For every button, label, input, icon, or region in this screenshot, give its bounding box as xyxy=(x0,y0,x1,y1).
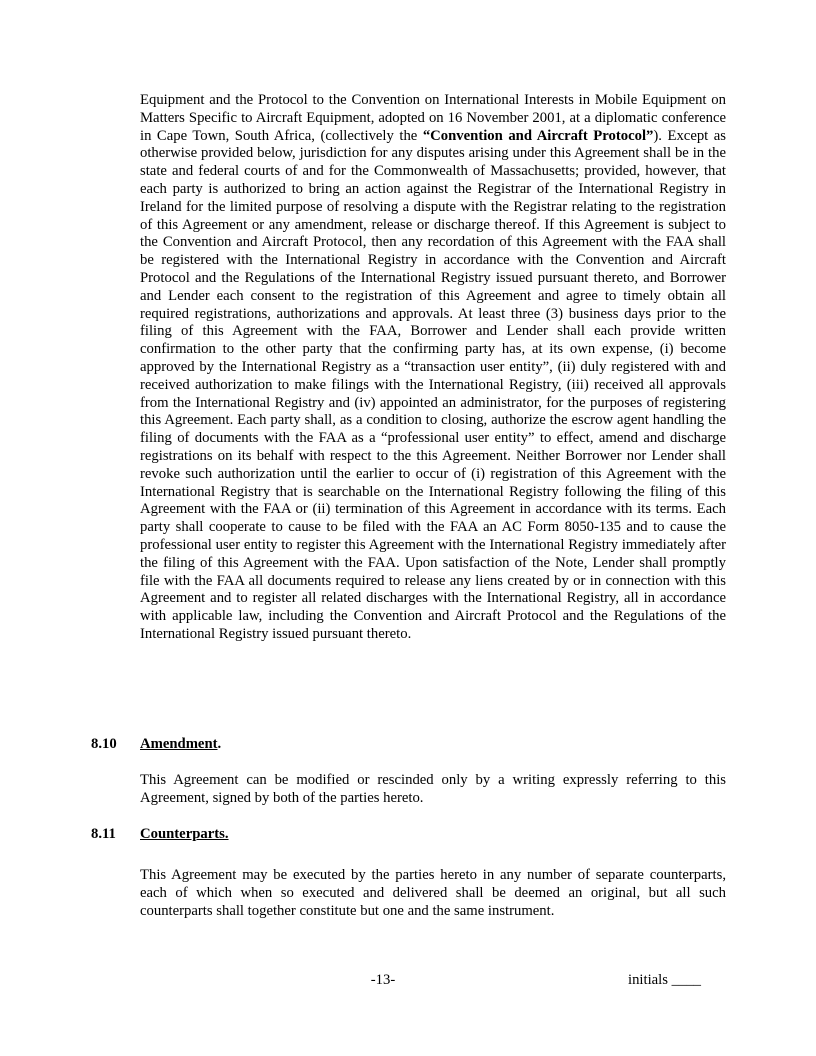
section-title: Counterparts. xyxy=(140,826,229,842)
section-title-suffix: . xyxy=(217,736,222,752)
paragraph-text-part1: Equipment and the Protocol to the Convention on International Interests in Mobile Equipment on Matters Specific to Aircraft Equipment, adopted on 16 November 2001, at a diplomatic conference in Cape Town, South Africa, (collectively the xyxy=(140,92,726,144)
section-body-8-10: This Agreement can be modified or rescinded only by a writing expressly referring to this Agreement, signed by both of the parties hereto. xyxy=(140,772,726,806)
defined-term: “Convention and Aircraft Protocol” xyxy=(422,127,654,144)
section-title: Amendment xyxy=(140,736,218,752)
paragraph-text-part2: ). Except as otherwise provided below, jurisdiction for any disputes arising under this Agreement shall be in the state and federal courts of and for the Commonwealth of Massachusetts; provided, however, that each party is authorized to bring an action against the Registrar of the International Registry in Ireland for the limited purpose of resolving a dispute with the Registrar relating to the registration of this Agreement or any amendment, release or discharge thereof. If this Agreement is subject to the Convention and Aircraft Protocol, then any recordation of this Agreement with the FAA shall be registered with the International Registry in accordance with the Convention and Aircraft Protocol and the Regulations of the International Registry issued pursuant thereto, and Borrower and Lender each consent to the registration of this Agreement and agree to timely obtain all required registrations, authorizations and approvals. At least three (3) business days prior to the filing of this Agreement with the FAA, Borrower and Lender shall each provide written confirmation to the other party that the confirming party has, at its own expense, (i) become approved by the International Registry as a “transaction user entity”, (ii) duly registered with and received authorization to make filings with the International Registry, (iii) received all approvals from the International Registry and (iv) appointed an administrator, for the purposes of registering this Agreement. Each party shall, as a condition to closing, authorize the escrow agent handling the filing of documents with the FAA as a “professional user entity” to effect, amend and discharge registrations on its behalf with respect to the this Agreement. Neither Borrower nor Lender shall revoke such authorization until the earlier to occur of (i) registration of this Agreement with the International Registry that is searchable on the International Registry following the filing of this Agreement with the FAA or (ii) termination of this Agreement in accordance with its terms. Each party shall cooperate to cause to be filed with the FAA an AC Form 8050-135 and to cause the professional user entity to register this Agreement with the International Registry immediately after the filing of this Agreement with the FAA. Upon satisfaction of the Note, Lender shall promptly file with the FAA all documents required to release any liens created by or in connection with this Agreement and to register all related discharges with the International Registry, all in accordance with applicable law, including the Convention and Aircraft Protocol and the Regulations of the International Registry issued pursuant thereto. xyxy=(140,127,727,642)
section-body-8-11: This Agreement may be executed by the parties hereto in any number of separate counterparts, each of which when so executed and delivered shall be deemed an original, but all such counterparts shall together constitute but one and the same instrument. xyxy=(140,867,726,919)
section-heading-8-10 xyxy=(91,736,221,754)
section-number: 8.10 xyxy=(91,736,117,752)
section-heading-8-11 xyxy=(91,826,229,844)
section-number: 8.11 xyxy=(91,826,116,842)
paragraph-continuation xyxy=(140,92,726,644)
page-number: -13- xyxy=(370,972,396,988)
initials-field: initials ____ xyxy=(628,972,702,988)
